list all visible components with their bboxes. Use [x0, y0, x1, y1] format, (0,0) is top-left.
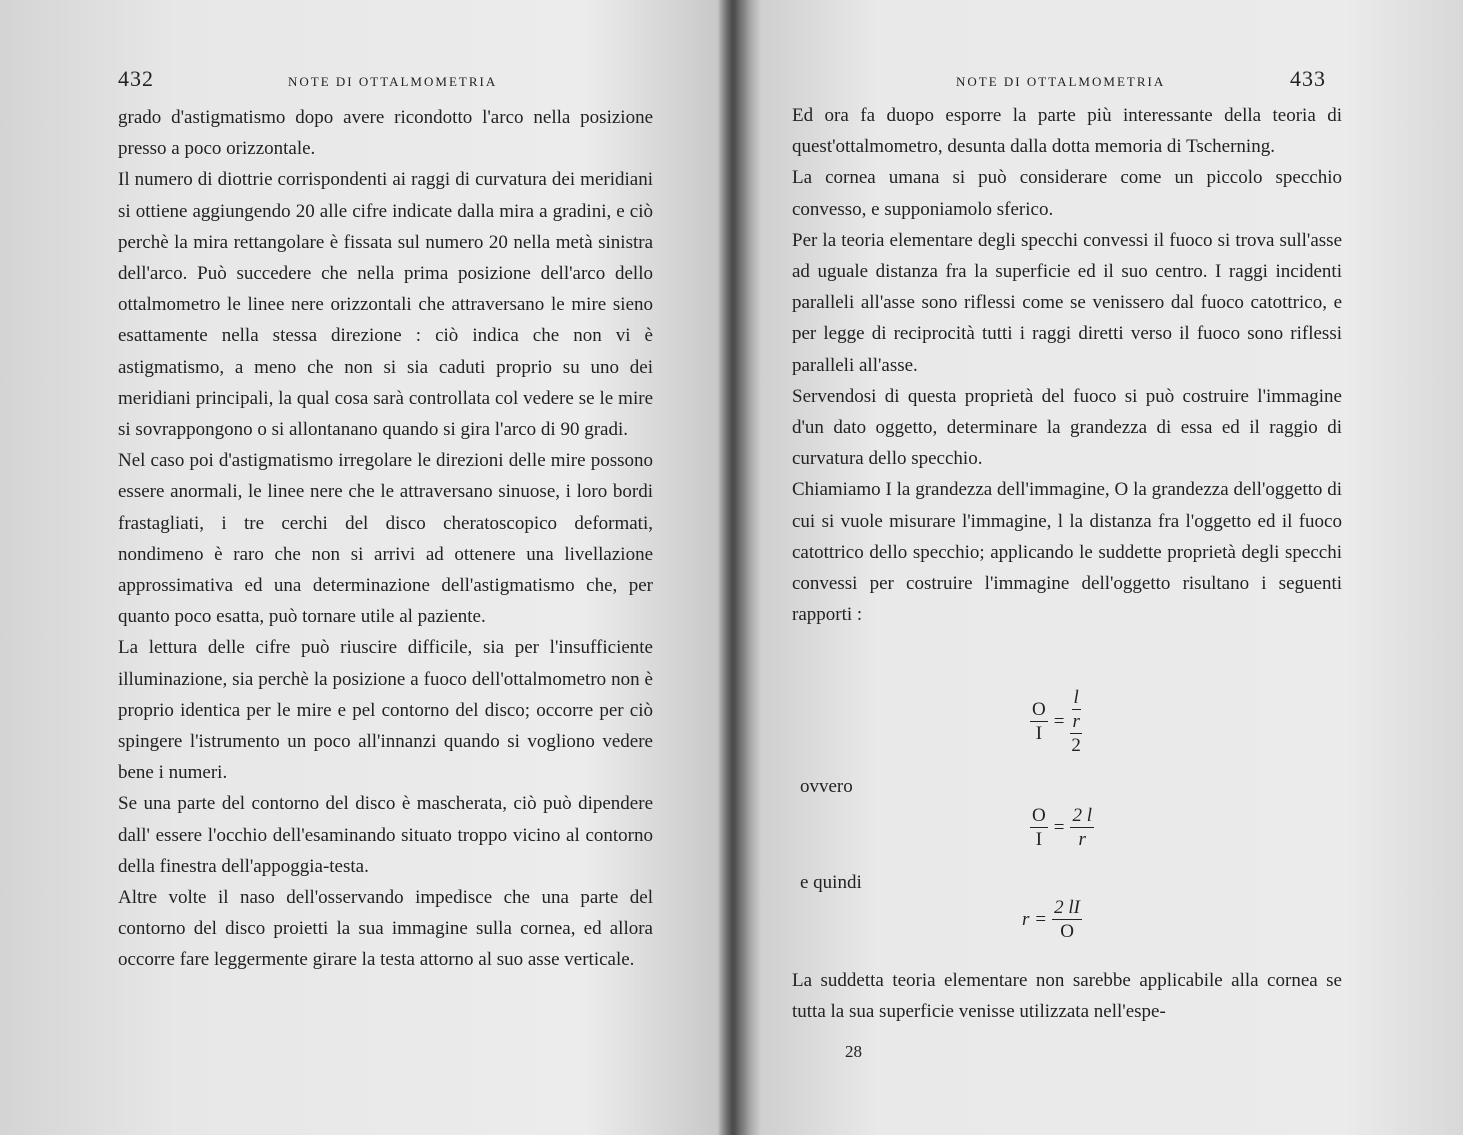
numerator-var: 2 l	[1072, 805, 1092, 826]
fraction	[1052, 898, 1082, 941]
running-title: NOTE DI OTTALMOMETRIA	[956, 74, 1166, 89]
denominator	[1079, 828, 1086, 849]
denominator	[1070, 710, 1081, 755]
equation-1	[1030, 688, 1082, 755]
numerator	[1072, 688, 1081, 710]
page-number: 432	[118, 66, 154, 91]
numerator	[1070, 806, 1094, 828]
fraction	[1030, 806, 1048, 849]
fraction	[1070, 688, 1081, 755]
numerator	[1052, 898, 1082, 920]
denominator-var: r	[1078, 829, 1086, 850]
fraction	[1070, 712, 1081, 755]
label-e-quindi: e quindi	[800, 872, 862, 893]
numerator: O	[1032, 805, 1046, 826]
bottom-paragraph: La suddetta teoria elementare non sarebbe applicabile alla cornea se tutta la sua superficie venisse utilizzata nell'espe-	[792, 970, 1342, 1023]
signature-mark: 28	[845, 1042, 862, 1061]
denominator: I	[1035, 829, 1043, 850]
right-page	[730, 0, 1463, 1135]
numerator	[1070, 712, 1081, 734]
running-head-right	[730, 62, 1463, 92]
lhs-var: r	[1022, 908, 1030, 930]
numerator: O	[1032, 699, 1046, 720]
numerator-var: l	[1073, 687, 1079, 708]
label-ovvero: ovvero	[800, 776, 853, 797]
body-text: Ed ora fa duopo esporre la parte più interessante della teoria di quest'ottalmometro, desunta dalla dotta memoria di Tscherning. La cornea umana si può considerare come un piccolo specchio convesso, e supponiamolo sferico. Per la teoria elementare degli specchi convessi il fuoco si trova sull'asse ad uguale distanza fra la superficie ed il suo centro. I raggi incidenti paralleli all'asse sono riflessi come se venissero dal fuoco catottrico, e per legge di reciprocità tutti i raggi diretti verso il fuoco sono riflessi paralleli all'asse. Servendosi di questa proprietà del fuoco si può costruire l'immagine d'un dato oggetto, determinare la grandezza di essa ed il raggio di curvatura dello specchio. Chiamiamo I la grandezza dell'immagine, O la grandezza dell'oggetto di cui si vuole misurare l'immagine, l la distanza fra l'oggetto ed il fuoco catottrico dello specchio; applicando le suddette proprietà degli specchi convessi per costruire l'immagine dell'oggetto risultano i seguenti rapporti :	[792, 105, 1342, 626]
running-head-left	[0, 62, 725, 92]
page-number: 433	[1290, 66, 1326, 91]
equals-sign: =	[1053, 816, 1065, 838]
running-title: NOTE DI OTTALMOMETRIA	[288, 74, 498, 89]
equals-sign: =	[1053, 710, 1065, 732]
fraction	[1070, 806, 1094, 849]
fraction	[1030, 700, 1048, 743]
denominator: 2	[1071, 735, 1081, 756]
denominator: O	[1060, 921, 1074, 942]
body-text: grado d'astigmatismo dopo avere ricondotto l'arco nella posizione presso a poco orizzontale. Il numero di diottrie corrispondenti ai raggi di curvatura dei meridiani si ottiene aggiungendo 20 alle cifre indicate dalla mira a gradini, e ciò perchè la mira rettangolare è fissata sul numero 20 nella metà sinistra dell'arco. Può succedere che nella prima posizione dell'arco dello ottalmometro le linee nere orizzontali che attraversano le mire sieno esattamente nella stessa direzione : ciò indica che non vi è astigmatismo, a meno che non si sia caduti proprio su uno dei meridiani principali, la qual cosa sarà controllata col vedere se le mire si sovrappongono o si allontanano quando si gira l'arco di 90 gradi. Nel caso poi d'astigmatismo irregolare le direzioni delle mire possono essere anormali, le linee nere che le attraversano sinuose, i loro bordi frastagliati, i tre cerchi del disco cheratoscopico deformati, nondimeno è raro che non si arrivi ad ottenere una livellazione approssimativa ed una determinazione dell'astigmatismo che, per quanto poco esatta, può tornare utile al paziente. La lettura delle cifre può riuscire difficile, sia per l'insufficiente illuminazione, sia perchè la posizione a fuoco dell'ottalmometro non è proprio identica per le mire e pel contorno del disco; occorre per ciò spingere l'istrumento un poco all'innanzi quando si vogliono vedere bene i numeri. Se una parte del contorno del disco è mascherata, ciò può dipendere dall' essere l'occhio dell'esaminando situato troppo vicino al contorno della finestra dell'appoggia-testa. Altre volte il naso dell'osservando impedisce che una parte del contorno del disco proietti la sua immagine sulla cornea, ed allora occorre fare leggermente girare la testa attorno al suo asse verticale.	[118, 107, 653, 971]
equation-3	[1022, 898, 1082, 941]
equation-2	[1030, 806, 1094, 849]
numerator-var: 2 lI	[1054, 897, 1080, 918]
denominator: I	[1035, 723, 1043, 744]
left-page	[0, 0, 725, 1135]
equals-sign: =	[1035, 908, 1047, 930]
numerator-var: r	[1072, 711, 1080, 732]
